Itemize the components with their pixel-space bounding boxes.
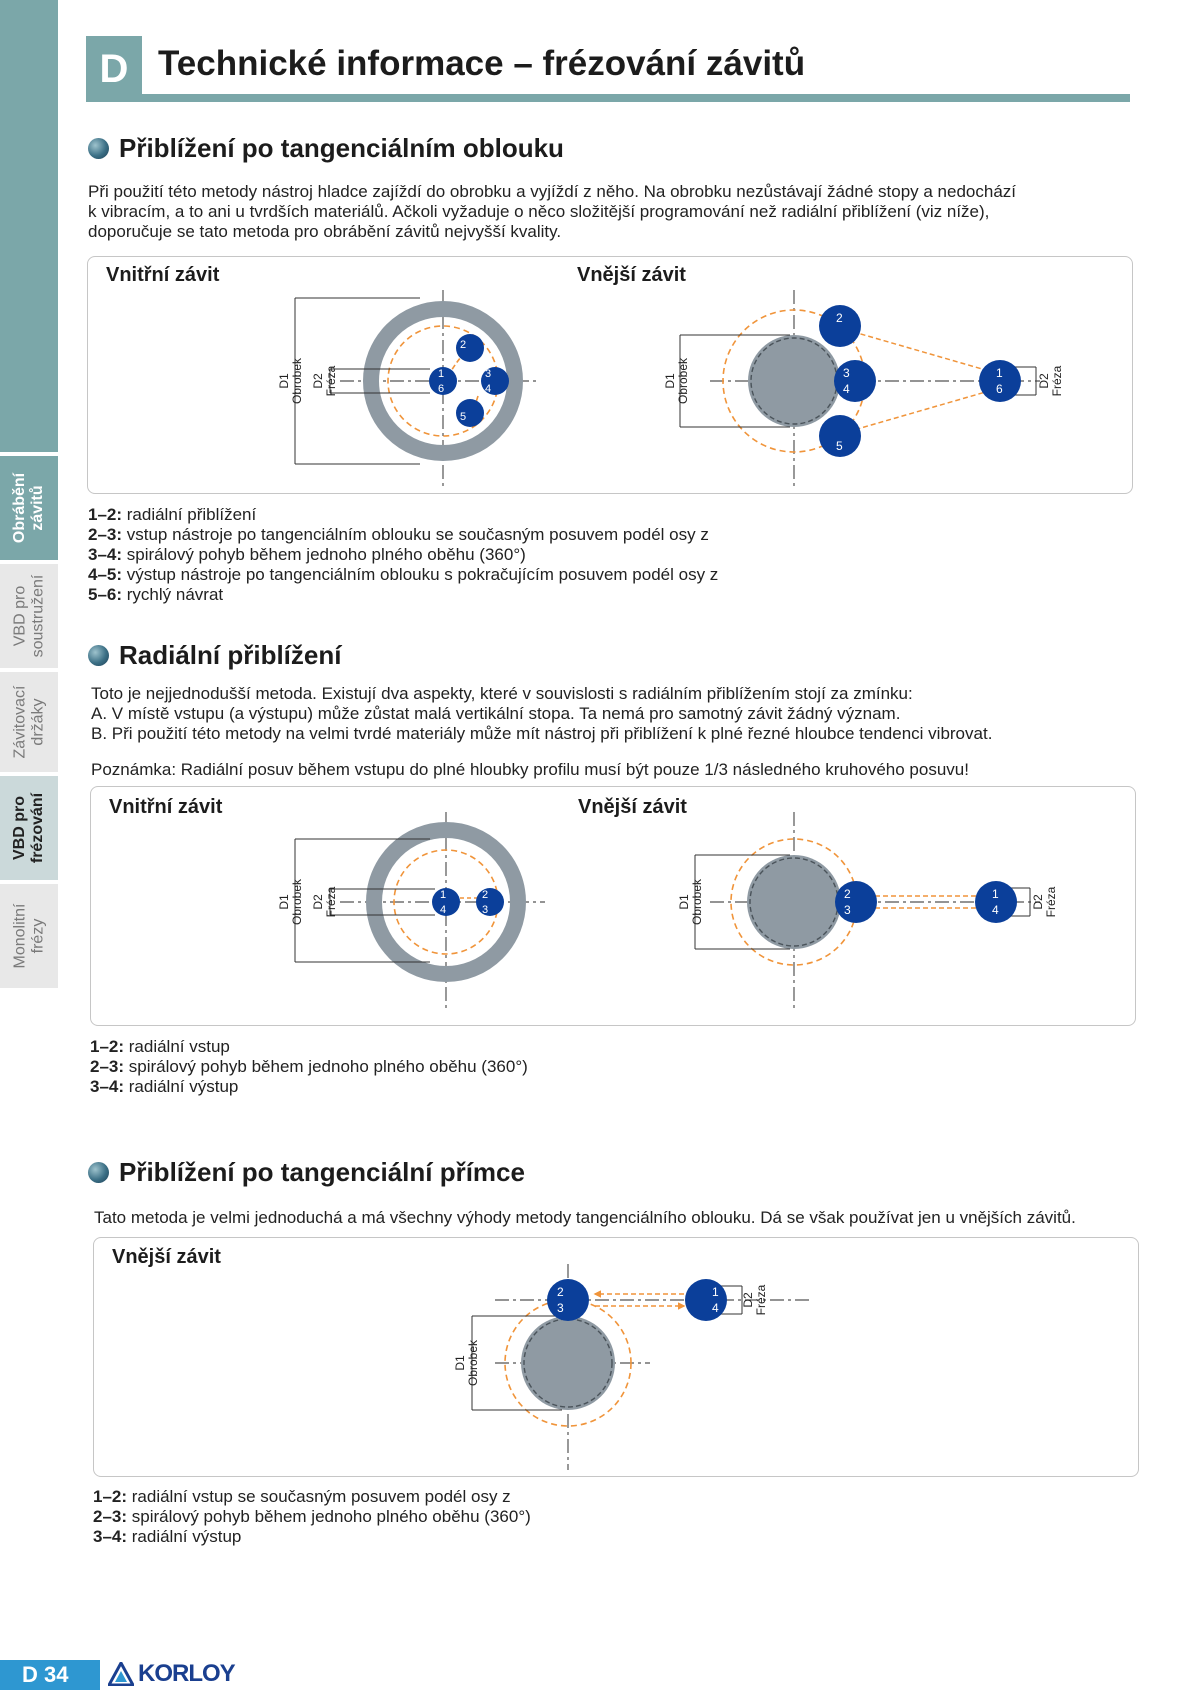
svg-text:Obrobek: Obrobek: [466, 1339, 480, 1387]
svg-text:D1: D1: [277, 894, 291, 910]
cutter-position-5: [819, 415, 861, 457]
svg-text:Fréza: Fréza: [1050, 365, 1064, 397]
svg-text:3: 3: [557, 1301, 564, 1315]
svg-text:Fréza: Fréza: [324, 365, 338, 397]
side-tab-label: Obrábění závitů: [11, 472, 47, 544]
header-divider: [86, 94, 1130, 102]
label-internal-thread: Vnitřní závit: [106, 264, 220, 286]
cutter-position-2-3: [476, 888, 504, 916]
paragraph-line: Při použití této metody nástroj hladce zajíždí do obrobku a vyjíždí z něho. Na obrobku nezůstávají žádné stopy a nedochází: [88, 182, 1016, 201]
label-external-thread: Vnější závit: [112, 1246, 221, 1268]
cutter-position-3-4: [834, 360, 876, 402]
svg-text:D2: D2: [311, 373, 325, 389]
paragraph-line: doporučuje se tato metoda pro obrábění závitů nejvyšší kvality.: [88, 222, 562, 241]
label-internal-thread: Vnitřní závit: [109, 796, 223, 818]
dim-label-d2: [311, 886, 338, 917]
diagram-external-tangential-line: [450, 1262, 850, 1472]
cutter-position-1-6: [429, 367, 457, 395]
section-title: Přiblížení po tangenciálním oblouku: [119, 133, 564, 163]
side-tab-label: Závitovací držáky: [11, 685, 47, 759]
note-line: Poznámka: Radiální posuv během vstupu do plné hloubky profilu musí být pouze 1/3 následného kruhového posuvu!: [91, 760, 969, 779]
cutter-position-5: [456, 399, 484, 427]
dim-label-d2: [1031, 886, 1058, 917]
svg-text:6: 6: [996, 382, 1003, 396]
diagram-internal-tangential-arc: [270, 288, 560, 488]
steps-list: [88, 505, 718, 605]
svg-text:Fréza: Fréza: [1044, 886, 1058, 918]
cutter-position-1-4: [432, 888, 460, 916]
svg-text:4: 4: [440, 904, 447, 916]
brand-name: KORLOY: [138, 1660, 235, 1687]
paragraph-line: Toto je nejjednodušší metoda. Existují dva aspekty, které v souvislosti s radiálním přiblížením stojí za zmínku:: [91, 684, 913, 703]
brand-logo: [108, 1660, 235, 1688]
label-external-thread: Vnější závit: [577, 264, 686, 286]
svg-text:2: 2: [844, 887, 851, 901]
side-tab-threading[interactable]: [0, 456, 58, 560]
svg-text:D1: D1: [663, 373, 677, 389]
section-heading: [88, 640, 341, 671]
svg-text:Fréza: Fréza: [754, 1284, 768, 1316]
paragraph-line: k vibracím, a to ani u tvrdších materiálů. Ačkoli vyžaduje o něco složitější programování než radiální přiblížení (viz níže),: [88, 202, 990, 221]
svg-text:5: 5: [836, 439, 843, 453]
svg-text:4: 4: [712, 1301, 719, 1315]
step-item: 2–3: spirálový pohyb během jednoho plného oběhu (360°): [93, 1507, 531, 1526]
svg-text:Obrobek: Obrobek: [690, 878, 704, 926]
svg-text:D1: D1: [677, 894, 691, 910]
paragraph-line: Tato metoda je velmi jednoduchá a má všechny výhody metody tangenciálního oblouku. Dá se však používat jen u vnějších závitů.: [94, 1208, 1076, 1227]
diagram-internal-radial: [270, 810, 560, 1010]
cutter-position-2: [819, 305, 861, 347]
svg-text:3: 3: [485, 368, 492, 380]
cutter-position-1-6: [979, 360, 1021, 402]
workpiece-disk: [521, 1316, 615, 1410]
svg-text:2: 2: [460, 339, 467, 351]
paragraph-line: A. V místě vstupu (a výstupu) může zůstat malá vertikální stopa. Ta nemá pro samotný závit žádný význam.: [91, 704, 901, 723]
dim-label-d2: [311, 365, 338, 396]
workpiece-disk: [748, 335, 840, 427]
steps-list: [90, 1037, 528, 1097]
side-tab-turning-inserts[interactable]: [0, 564, 58, 668]
cutter-position-1-4: [685, 1279, 727, 1321]
step-item: 3–4: radiální výstup: [90, 1077, 239, 1096]
label-external-thread: Vnější závit: [578, 796, 687, 818]
korloy-logo-icon: [108, 1662, 134, 1686]
svg-text:4: 4: [843, 382, 850, 396]
svg-text:1: 1: [438, 368, 445, 380]
step-item: 1–2: radiální přiblížení: [88, 505, 257, 524]
svg-text:3: 3: [844, 903, 851, 917]
bullet-icon: [88, 645, 109, 666]
svg-text:1: 1: [712, 1285, 719, 1299]
step-item: 5–6: rychlý návrat: [88, 585, 224, 604]
dim-label-d1: [277, 357, 304, 404]
diagram-external-radial: [677, 810, 1090, 1010]
svg-text:D1: D1: [453, 1355, 467, 1371]
bullet-icon: [88, 1162, 109, 1183]
cutter-position-3-4: [481, 367, 509, 395]
section-title: Radiální přiblížení: [119, 640, 342, 670]
svg-text:1: 1: [440, 889, 447, 901]
cutter-position-2-3: [835, 881, 877, 923]
svg-text:3: 3: [482, 904, 489, 916]
section-title: Přiblížení po tangenciální přímce: [119, 1157, 525, 1187]
svg-text:D1: D1: [277, 373, 291, 389]
bullet-icon: [88, 138, 109, 159]
section-paragraph: [88, 182, 1016, 242]
step-item: 1–2: radiální vstup: [90, 1037, 230, 1056]
note-text: [91, 760, 969, 780]
steps-list: [93, 1487, 531, 1547]
step-item: 3–4: spirálový pohyb během jednoho plného oběhu (360°): [88, 545, 526, 564]
step-item: 3–4: radiální výstup: [93, 1527, 242, 1546]
side-tab-solid-mills[interactable]: [0, 884, 58, 988]
section-letter: D: [86, 36, 142, 102]
side-tab-label: VBD pro frézování: [11, 792, 46, 864]
cutter-position-1-4: [975, 881, 1017, 923]
section-paragraph: [91, 684, 992, 744]
svg-text:Fréza: Fréza: [324, 886, 338, 918]
step-item: 4–5: výstup nástroje po tangenciálním oblouku s pokračujícím posuvem podél osy z: [88, 565, 719, 584]
dim-label-d2: [741, 1284, 768, 1315]
dim-label-d1: [277, 878, 304, 925]
svg-text:6: 6: [438, 383, 445, 395]
svg-text:3: 3: [843, 366, 850, 380]
svg-text:Obrobek: Obrobek: [676, 357, 690, 405]
side-tab-label: VBD pro soustružení: [11, 574, 46, 658]
svg-text:2: 2: [836, 311, 843, 325]
section-heading: [88, 133, 564, 164]
step-item: 1–2: radiální vstup se současným posuvem podél osy z: [93, 1487, 511, 1506]
svg-text:5: 5: [460, 411, 467, 423]
svg-text:D2: D2: [741, 1292, 755, 1308]
dim-label-d2: [1037, 365, 1064, 396]
side-tab-label: Monolitní frézy: [11, 903, 47, 969]
svg-text:4: 4: [485, 383, 492, 395]
svg-text:1: 1: [992, 887, 999, 901]
side-accent-bar: [0, 0, 58, 452]
page-title: Technické informace – frézování závitů: [158, 44, 806, 83]
workpiece-disk: [747, 855, 841, 949]
svg-text:2: 2: [482, 889, 489, 901]
cutter-position-2-3: [547, 1279, 589, 1321]
svg-text:Obrobek: Obrobek: [290, 357, 304, 405]
svg-text:2: 2: [557, 1285, 564, 1299]
svg-text:4: 4: [992, 903, 999, 917]
side-tab-threading-holders[interactable]: [0, 672, 58, 772]
svg-text:1: 1: [996, 366, 1003, 380]
diagram-external-tangential-arc: [663, 288, 1080, 488]
step-item: 2–3: vstup nástroje po tangenciálním oblouku se současným posuvem podél osy z: [88, 525, 709, 544]
paragraph-line: B. Při použití této metody na velmi tvrdé materiály může mít nástroj při přiblížení k plné řezné hloubce tendenci vibrovat.: [91, 724, 993, 743]
svg-text:D2: D2: [1037, 373, 1051, 389]
page-number: D 34: [22, 1662, 69, 1687]
svg-text:D2: D2: [1031, 894, 1045, 910]
section-heading: [88, 1157, 525, 1188]
svg-text:Obrobek: Obrobek: [290, 878, 304, 926]
section-paragraph: [94, 1208, 1076, 1228]
side-tab-milling-inserts[interactable]: [0, 776, 58, 880]
step-item: 2–3: spirálový pohyb během jednoho plného oběhu (360°): [90, 1057, 528, 1076]
cutter-position-2: [456, 334, 484, 362]
svg-text:D2: D2: [311, 894, 325, 910]
dim-label-d1: [453, 1339, 480, 1386]
